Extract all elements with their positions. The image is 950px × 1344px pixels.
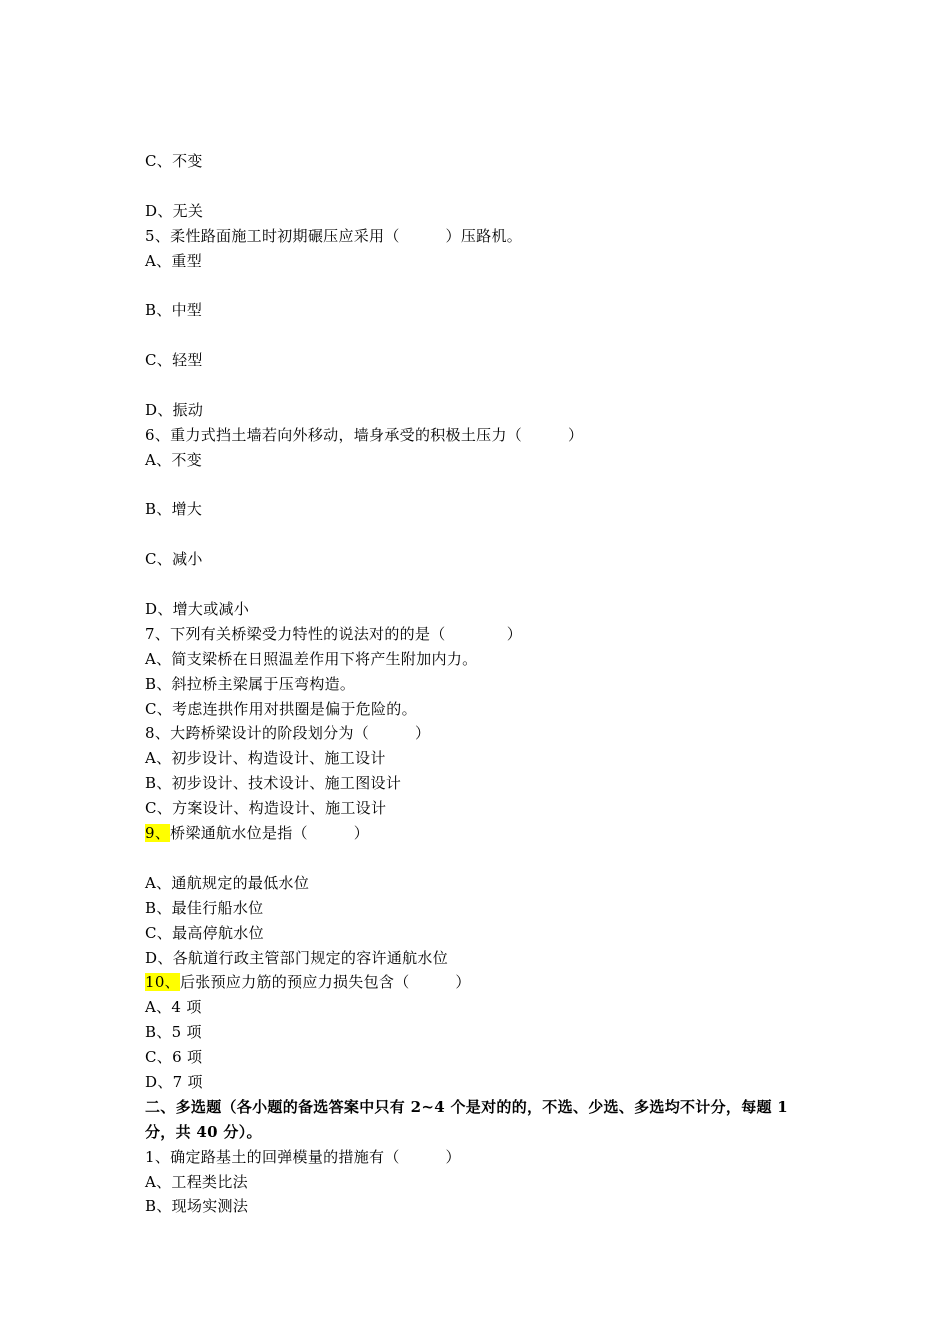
blank-line [145, 273, 805, 298]
line-text: 8、大跨桥梁设计的阶段划分为（ ） [145, 724, 431, 743]
blank-line [145, 323, 805, 348]
line-text: A、通航规定的最低水位 [145, 873, 310, 892]
blank-line [145, 473, 805, 498]
line-text: B、中型 [145, 301, 203, 320]
text-line [145, 647, 805, 672]
document-content [145, 149, 805, 1219]
line-text: C、考虑连拱作用对拱圈是偏于危险的。 [145, 699, 417, 718]
line-text: D、各航道行政主管部门规定的容许通航水位 [145, 948, 449, 967]
text-line [145, 348, 805, 373]
line-text: A、重型 [145, 251, 203, 270]
text-line [145, 970, 805, 995]
blank-line [145, 846, 805, 871]
blank-line [145, 174, 805, 199]
text-line [145, 697, 805, 722]
text-line [145, 995, 805, 1020]
line-text: A、简支梁桥在日照温差作用下将产生附加内力。 [145, 649, 478, 668]
line-text: 桥梁通航水位是指（ ） [170, 824, 370, 843]
text-line [145, 821, 805, 846]
highlighted-question-number: 9、 [145, 824, 171, 843]
text-line: A、工程类比法 [145, 1172, 248, 1191]
line-text: B、初步设计、技术设计、施工图设计 [145, 774, 402, 793]
line-text: B、5 项 [145, 1023, 202, 1042]
text-line [145, 448, 805, 473]
text-line: B、现场实测法 [145, 1197, 249, 1216]
text-line [145, 746, 805, 771]
text-line [145, 423, 805, 448]
text-line [145, 1045, 805, 1070]
text-line [145, 896, 805, 921]
text-line [145, 921, 805, 946]
line-text: C、轻型 [145, 351, 203, 370]
highlighted-question-number: 10、 [145, 973, 180, 992]
text-line [145, 871, 805, 896]
blank-line [145, 373, 805, 398]
line-text: B、增大 [145, 500, 203, 519]
section-heading: 二、多选题（各小题的备选答案中只有 2~4 个是对的的，不选、少选、多选均不计分，每题 1 分，共 40 分）。 [145, 1097, 789, 1141]
text-line [145, 1070, 805, 1095]
line-text: 6、重力式挡土墙若向外移动，墙身承受的积极土压力（ ） [145, 425, 584, 444]
line-text: 后张预应力筋的预应力损失包含（ ） [180, 973, 471, 992]
blank-line [145, 572, 805, 597]
text-line [145, 298, 805, 323]
line-text: D、增大或减小 [145, 600, 250, 619]
line-text: B、最佳行船水位 [145, 898, 264, 917]
line-text: 5、柔性路面施工时初期碾压应采用（ ）压路机。 [145, 226, 523, 245]
line-text: A、4 项 [145, 998, 202, 1017]
text-line [145, 1020, 805, 1045]
text-line [145, 622, 805, 647]
text-line [145, 224, 805, 249]
line-text: C、方案设计、构造设计、施工设计 [145, 799, 387, 818]
text-line [145, 547, 805, 572]
line-text: B、斜拉桥主梁属于压弯构造。 [145, 674, 356, 693]
line-text: D、无关 [145, 201, 204, 220]
text-line [145, 149, 805, 174]
line-text: D、振动 [145, 400, 204, 419]
text-line [145, 249, 805, 274]
text-line [145, 721, 805, 746]
line-text: A、初步设计、构造设计、施工设计 [145, 749, 386, 768]
line-text: C、6 项 [145, 1048, 203, 1067]
text-line: 1、确定路基土的回弹模量的措施有（ ） [145, 1147, 461, 1166]
line-text: C、最高停航水位 [145, 923, 264, 942]
text-line [145, 771, 805, 796]
text-line [145, 497, 805, 522]
text-line [145, 796, 805, 821]
line-text: C、不变 [145, 152, 203, 170]
text-line [145, 597, 805, 622]
text-line [145, 398, 805, 423]
text-line [145, 672, 805, 697]
blank-line [145, 522, 805, 547]
text-line [145, 946, 805, 971]
line-text: C、减小 [145, 550, 203, 569]
line-text: 7、下列有关桥梁受力特性的说法对的的是（ ） [145, 624, 523, 643]
line-text: D、7 项 [145, 1072, 203, 1091]
text-line [145, 199, 805, 224]
line-text: A、不变 [145, 450, 203, 469]
